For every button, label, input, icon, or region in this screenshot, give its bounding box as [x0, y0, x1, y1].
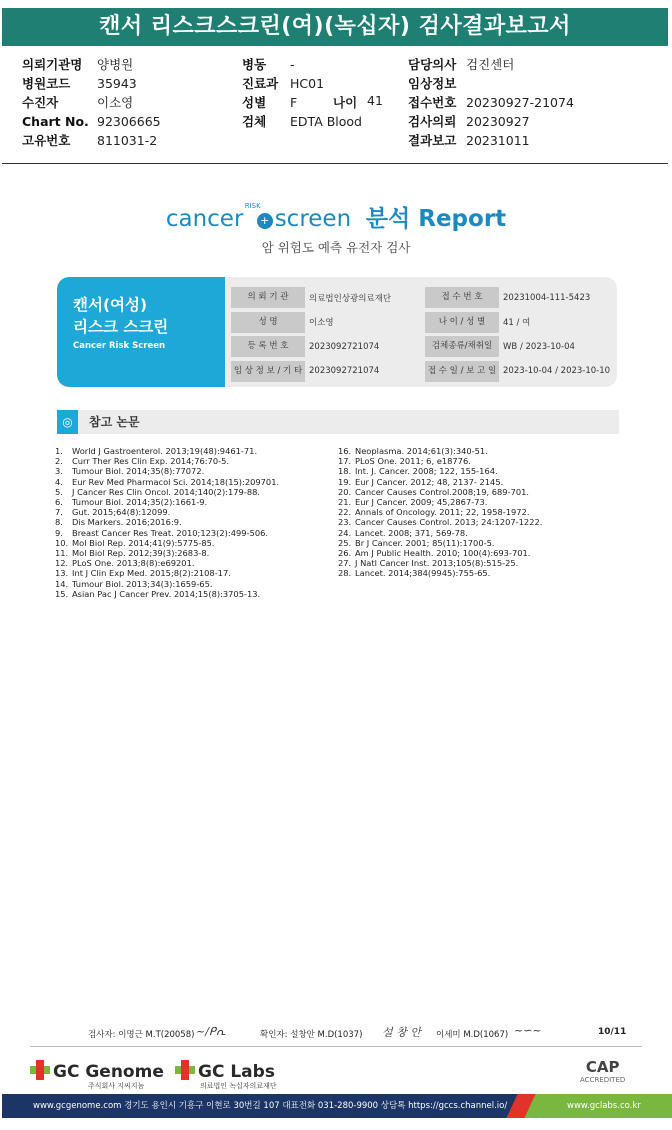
header-row [408, 112, 574, 131]
age-value: 41 [367, 93, 383, 108]
gc-genome-text: GC Genome [53, 1062, 164, 1082]
globe-icon: ◎ [57, 410, 78, 434]
header-label: 수진자 [22, 95, 59, 110]
reference-citation: Tumour Biol. 2013;34(3):1659-65. [72, 578, 213, 589]
reference-number: 27. [338, 558, 352, 569]
header-label: 고유번호 [22, 133, 71, 148]
reference-citation: J Cancer Res Clin Oncol. 2014;140(2):179-88. [72, 486, 261, 497]
header-divider [2, 163, 668, 164]
footer-divider [30, 1046, 642, 1047]
header-value: EDTA Blood [290, 114, 362, 129]
reference-number: 24. [338, 527, 352, 538]
card-label: 등 록 번 호 [231, 336, 305, 357]
reference-citation: Eur J Cancer. 2009; 45,2867-73. [355, 497, 488, 508]
header-value: 이소영 [97, 95, 134, 110]
card-title-english: Cancer Risk Screen [73, 341, 166, 351]
card-label: 임 상 정 보 / 기 타 [231, 361, 305, 382]
header-value: 20230927-21074 [466, 95, 574, 110]
reference-citation: Br J Cancer. 2001; 85(11):1700-5. [355, 537, 495, 548]
reference-citation: Lancet. 2014;384(9945):755-65. [355, 568, 491, 579]
header-label: 진료과 [242, 76, 279, 91]
logo-report-text: 분석 Report [365, 206, 507, 232]
patient-info-card [57, 277, 617, 387]
reference-citation: Tumour Biol. 2014;35(2):1661-9. [72, 497, 208, 508]
card-value: 의료법인상광의료재단 [309, 293, 392, 304]
header-value: 92306665 [97, 114, 161, 129]
card-title-line1: 캔서(여성) [73, 296, 148, 314]
reference-citation: World J Gastroenterol. 2013;19(48):9461-71. [72, 446, 258, 456]
reference-citation: Int J Clin Exp Med. 2015;8(2):2108-17. [72, 568, 231, 579]
card-value: 2023092721074 [309, 341, 380, 352]
header-row [242, 74, 362, 93]
reference-citation: Asian Pac J Cancer Prev. 2014;15(8):3705-13. [72, 588, 261, 599]
logo-risk-text: RISK [244, 202, 261, 210]
reference-number: 2. [55, 456, 63, 467]
reference-item [338, 548, 542, 558]
footer-website: www.gclabs.co.kr [567, 1101, 641, 1111]
header-value: F [290, 95, 298, 110]
card-value: 이소영 [309, 318, 334, 329]
reference-item [55, 446, 279, 456]
reference-item [338, 517, 542, 527]
header-value: 20230927 [466, 114, 530, 129]
header-label: Chart No. [22, 114, 89, 129]
reference-citation: Annals of Oncology. 2011; 22, 1958-1972. [355, 507, 530, 518]
confirmer-signature-label: 확인자: 설창안 M.D(1037) [260, 1030, 363, 1040]
confirmer-signature: 설 창 안 [382, 1026, 421, 1039]
card-label: 의 뢰 기 관 [231, 287, 305, 308]
reference-citation: Tumour Biol. 2014;35(8):77072. [72, 466, 205, 477]
card-row [231, 335, 609, 359]
header-row [408, 131, 574, 150]
gc-plus-icon [175, 1060, 195, 1080]
card-info-table [231, 286, 609, 384]
reference-number: 9. [55, 527, 63, 538]
report-title: 캔서 리스크스크린(여)(녹십자) 검사결과보고서 [99, 14, 571, 39]
reference-number: 17. [338, 456, 352, 467]
header-value: 35943 [97, 76, 137, 91]
card-label: 접 수 일 / 보 고 일 [425, 361, 499, 382]
card-title-line2: 리스크 스크린 [73, 318, 169, 336]
cancer-risk-screen-logo [0, 200, 672, 233]
reference-number: 26. [338, 548, 352, 559]
reference-number: 25. [338, 537, 352, 548]
reference-citation: Eur J Cancer. 2012; 48, 2137- 2145. [355, 476, 504, 487]
reference-citation: Mol Biol Rep. 2012;39(3):2683-8. [72, 548, 210, 559]
reference-number: 3. [55, 466, 63, 477]
reference-item [338, 466, 542, 476]
reference-citation: PLoS One. 2011; 6, e18776. [355, 456, 471, 467]
card-row [231, 311, 609, 335]
reference-citation: J Natl Cancer Inst. 2013;105(8):515-25. [355, 558, 519, 569]
card-label: 검체종류/채취일 [425, 336, 499, 357]
gc-labs-subtitle: 의료법인 녹십자의료재단 [200, 1082, 277, 1090]
gc-labs-text: GC Labs [198, 1062, 275, 1082]
page-number: 10/11 [598, 1027, 627, 1037]
reference-number: 15. [55, 588, 69, 599]
reference-citation: Curr Ther Res Clin Exp. 2014;76:70-5. [72, 456, 230, 467]
examiner-signature: ~/ᑭᕆ [196, 1025, 226, 1038]
gc-plus-icon [30, 1060, 50, 1080]
header-label: 병동 [242, 57, 267, 72]
reference-number: 12. [55, 558, 69, 569]
header-value: 20231011 [466, 133, 530, 148]
report-subtitle: 암 위험도 예측 유전자 검사 [261, 240, 411, 255]
reference-number: 6. [55, 497, 63, 508]
references-title: 참고 논문 [89, 415, 140, 429]
reference-number: 4. [55, 476, 63, 487]
card-value: 41 / 여 [503, 318, 531, 329]
header-row [22, 131, 161, 150]
reference-citation: Cancer Causes Control.2008;19, 689-701. [355, 486, 530, 497]
reference-item [55, 589, 279, 599]
reference-number: 18. [338, 466, 352, 477]
reference-item [338, 528, 542, 538]
reference-item [55, 456, 279, 466]
reference-citation: Mol Biol Rep. 2014;41(9):5775-85. [72, 537, 215, 548]
header-row [22, 112, 161, 131]
header-label: 병원코드 [22, 76, 71, 91]
reference-number: 5. [55, 486, 63, 497]
reference-citation: Eur Rev Med Pharmacol Sci. 2014;18(15):209701. [72, 476, 280, 487]
header-value: 811031-2 [97, 133, 158, 148]
reference-item [55, 548, 279, 558]
plus-icon: + [257, 213, 273, 229]
cap-accredited-text: ACCREDITED [580, 1076, 626, 1084]
references-list-right [338, 446, 542, 579]
reference-item [338, 487, 542, 497]
header-row [22, 74, 161, 93]
gc-genome-subtitle: 주식회사 지씨지놈 [88, 1082, 145, 1090]
header-value: - [290, 57, 295, 72]
logo-screen-text: screen [274, 206, 352, 232]
reference-item [55, 477, 279, 487]
reference-number: 20. [338, 486, 352, 497]
header-value: 검진센터 [466, 57, 515, 72]
header-value: 양병원 [97, 57, 134, 72]
reference-item [338, 538, 542, 548]
reference-number: 22. [338, 507, 352, 518]
reference-item [338, 497, 542, 507]
reference-item [55, 579, 279, 589]
reference-item [55, 487, 279, 497]
header-row [242, 112, 362, 131]
header-label: 임상정보 [408, 76, 457, 91]
title-bar [2, 8, 668, 46]
references-header [57, 410, 619, 434]
cap-text: CAP [585, 1058, 620, 1076]
reference-item [55, 568, 279, 578]
reference-item [55, 517, 279, 527]
reference-number: 13. [55, 568, 69, 579]
reference-number: 11. [55, 548, 69, 559]
second-signature-label: 이세미 M.D(1067) [436, 1030, 509, 1040]
header-row [22, 93, 161, 112]
footer-bar [2, 1094, 670, 1118]
header-label: 담당의사 [408, 57, 457, 72]
reference-item [55, 466, 279, 476]
reference-item [55, 497, 279, 507]
card-label: 성 명 [231, 312, 305, 333]
reference-item [55, 507, 279, 517]
header-value: HC01 [290, 76, 325, 91]
reference-number: 28. [338, 568, 352, 579]
reference-number: 8. [55, 517, 63, 528]
reference-citation: PLoS One. 2013;8(8):e69201. [72, 558, 195, 569]
gc-labs-logo [175, 1060, 275, 1082]
header-row [408, 55, 574, 74]
reference-item [338, 456, 542, 466]
header-row [408, 93, 574, 112]
footer-address: www.gcgenome.com 경기도 용인시 기흥구 이현로 30번길 107 대표전화 031-280-9900 상담톡 https://gccs.channel.io/ [33, 1101, 508, 1111]
reference-number: 16. [338, 446, 352, 456]
header-label: 결과보고 [408, 133, 457, 148]
card-row [231, 360, 609, 384]
reference-citation: Neoplasma. 2014;61(3):340-51. [355, 446, 488, 456]
header-label: 검사의뢰 [408, 114, 457, 129]
header-column-1 [22, 55, 161, 150]
gc-genome-logo [30, 1060, 164, 1082]
header-label: 성별 [242, 95, 267, 110]
card-row [231, 286, 609, 310]
reference-citation: Breast Cancer Res Treat. 2010;123(2):499-506. [72, 527, 269, 538]
reference-citation: Am J Public Health. 2010; 100(4):693-701. [355, 548, 531, 559]
reference-number: 1. [55, 446, 63, 456]
reference-number: 23. [338, 517, 352, 528]
header-row [22, 55, 161, 74]
card-label: 접 수 번 호 [425, 287, 499, 308]
reference-citation: Dis Markers. 2016;2016:9. [72, 517, 182, 528]
reference-item [338, 446, 542, 456]
reference-item [55, 528, 279, 538]
header-label: 접수번호 [408, 95, 457, 110]
header-row [242, 55, 362, 74]
reference-citation: Gut. 2015;64(8):12099. [72, 507, 171, 518]
reference-citation: Cancer Causes Control. 2013; 24:1207-1222. [355, 517, 543, 528]
reference-item [338, 477, 542, 487]
references-list-left [55, 446, 279, 599]
reference-number: 19. [338, 476, 352, 487]
reference-citation: Int. J. Cancer. 2008; 122, 155-164. [355, 466, 498, 477]
reference-item [55, 558, 279, 568]
reference-number: 21. [338, 497, 352, 508]
second-signature: ~∽~ [514, 1024, 542, 1037]
header-label: 의뢰기관명 [22, 57, 83, 72]
reference-number: 7. [55, 507, 63, 518]
header-column-3 [408, 55, 574, 150]
logo-cancer-text: cancer [165, 206, 244, 232]
reference-number: 14. [55, 578, 69, 589]
reference-citation: Lancet. 2008; 371, 569-78. [355, 527, 468, 538]
age-label: 나이 [333, 95, 358, 110]
reference-item [338, 507, 542, 517]
card-value: 2023092721074 [309, 366, 380, 377]
examiner-signature-label: 검사자: 이명근 M.T(20058) [88, 1030, 195, 1040]
card-label: 나 이 / 성 별 [425, 312, 499, 333]
card-value: 20231004-111-5423 [503, 292, 591, 303]
reference-item [55, 538, 279, 548]
card-title-panel [57, 277, 225, 387]
cap-accredited-logo [580, 1058, 625, 1084]
card-value: WB / 2023-10-04 [503, 341, 575, 352]
reference-item [338, 568, 542, 578]
header-label: 검체 [242, 114, 267, 129]
reference-item [338, 558, 542, 568]
header-row [408, 74, 574, 93]
card-value: 2023-10-04 / 2023-10-10 [503, 366, 611, 377]
reference-number: 10. [55, 537, 69, 548]
